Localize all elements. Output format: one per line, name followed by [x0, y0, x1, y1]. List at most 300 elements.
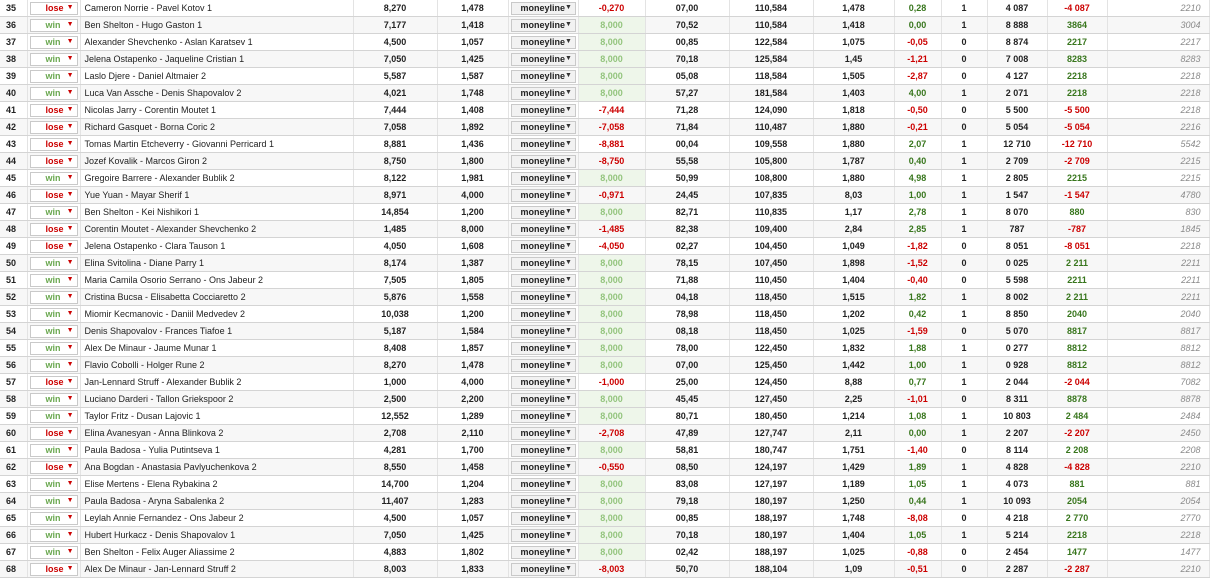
result-select[interactable] [30, 291, 78, 304]
net-value: 2 484 [1047, 408, 1107, 425]
caret-down-icon: ▼ [565, 310, 572, 317]
odds-value: 5,587 [353, 68, 437, 85]
net-value: -12 710 [1047, 136, 1107, 153]
result-cell [27, 527, 80, 544]
cumulative-value: 8817 [1107, 323, 1209, 340]
running-total-value: 127,197 [729, 476, 813, 493]
stake-value: 1,981 [437, 170, 508, 187]
table-row [0, 510, 1209, 527]
result-select[interactable] [30, 359, 78, 372]
bet-type-label: moneyline [520, 326, 566, 336]
cumulative-value: 2218 [1107, 68, 1209, 85]
result-cell [27, 272, 80, 289]
row-number: 59 [0, 408, 27, 425]
stake-value: 1,558 [437, 289, 508, 306]
row-number: 51 [0, 272, 27, 289]
cumulative-value: 2215 [1107, 170, 1209, 187]
closing-odds-value: 1,880 [813, 170, 894, 187]
table-row [0, 476, 1209, 493]
bet-type-select[interactable] [511, 240, 576, 253]
closing-odds-value: 1,898 [813, 255, 894, 272]
result-select[interactable] [30, 138, 78, 151]
table-row [0, 561, 1209, 578]
table-row [0, 170, 1209, 187]
caret-down-icon: ▼ [66, 21, 74, 28]
percentage-value: 04,18 [645, 289, 729, 306]
unit-flag: 0 [941, 34, 987, 51]
caret-down-icon: ▼ [565, 276, 572, 283]
unit-flag: 1 [941, 170, 987, 187]
result-cell [27, 102, 80, 119]
net-value: -787 [1047, 221, 1107, 238]
bet-type-select[interactable] [511, 19, 576, 32]
running-total-value: 110,450 [729, 272, 813, 289]
closing-odds-value: 1,17 [813, 204, 894, 221]
stake-value: 1,700 [437, 442, 508, 459]
match-name: Jan-Lennard Struff - Alexander Bublik 2 [80, 374, 353, 391]
caret-down-icon: ▼ [565, 55, 572, 62]
bet-type-select[interactable] [511, 308, 576, 321]
volume-value: 8 311 [987, 391, 1047, 408]
closing-odds-value: 1,049 [813, 238, 894, 255]
result-select[interactable] [30, 70, 78, 83]
result-cell [27, 408, 80, 425]
bet-type-cell [508, 510, 578, 527]
result-select[interactable] [30, 512, 78, 525]
unit-flag: 0 [941, 442, 987, 459]
unit-flag: 1 [941, 425, 987, 442]
closing-odds-value: 1,748 [813, 510, 894, 527]
running-total-value: 118,450 [729, 323, 813, 340]
bet-type-select[interactable] [511, 2, 576, 15]
caret-down-icon: ▼ [565, 38, 572, 45]
volume-value: 8 874 [987, 34, 1047, 51]
percentage-value: 70,18 [645, 527, 729, 544]
bet-type-cell [508, 17, 578, 34]
cumulative-value: 8812 [1107, 340, 1209, 357]
profit-loss-value: -1,000 [578, 374, 645, 391]
match-name: Ben Shelton - Hugo Gaston 1 [80, 17, 353, 34]
bet-type-cell [508, 85, 578, 102]
bet-type-select[interactable] [511, 172, 576, 185]
match-name: Ben Shelton - Kei Nishikori 1 [80, 204, 353, 221]
profit-loss-value: 8,000 [578, 51, 645, 68]
odds-value: 14,854 [353, 204, 437, 221]
unit-flag: 0 [941, 255, 987, 272]
cumulative-value: 1477 [1107, 544, 1209, 561]
result-select[interactable] [30, 461, 78, 474]
result-label: win [45, 360, 61, 370]
bet-type-select[interactable] [511, 512, 576, 525]
odds-value: 5,876 [353, 289, 437, 306]
net-value: -5 054 [1047, 119, 1107, 136]
result-select[interactable] [30, 325, 78, 338]
profit-loss-value: 8,000 [578, 357, 645, 374]
result-select[interactable] [30, 104, 78, 117]
unit-flag: 0 [941, 238, 987, 255]
net-value: -2 709 [1047, 153, 1107, 170]
running-total-value: 110,487 [729, 119, 813, 136]
net-value: 2054 [1047, 493, 1107, 510]
result-cell [27, 306, 80, 323]
bet-type-select[interactable] [511, 257, 576, 270]
bet-type-label: moneyline [520, 513, 566, 523]
profit-loss-value: 8,000 [578, 391, 645, 408]
bet-type-cell [508, 493, 578, 510]
volume-value: 5 598 [987, 272, 1047, 289]
stake-value: 1,748 [437, 85, 508, 102]
caret-down-icon: ▼ [66, 378, 74, 385]
stake-value: 1,436 [437, 136, 508, 153]
bet-type-select[interactable] [511, 444, 576, 457]
result-cell [27, 34, 80, 51]
bet-type-select[interactable] [511, 325, 576, 338]
percentage-value: 07,00 [645, 357, 729, 374]
result-cell [27, 221, 80, 238]
bet-type-cell [508, 527, 578, 544]
net-value: -4 828 [1047, 459, 1107, 476]
odds-value: 2,500 [353, 391, 437, 408]
bet-type-select[interactable] [511, 461, 576, 474]
volume-value: 8 002 [987, 289, 1047, 306]
volume-value: 2 071 [987, 85, 1047, 102]
unit-flag: 0 [941, 561, 987, 578]
percentage-value: 02,42 [645, 544, 729, 561]
running-total-value: 180,197 [729, 527, 813, 544]
row-number: 62 [0, 459, 27, 476]
net-value: 2040 [1047, 306, 1107, 323]
bet-type-select[interactable] [511, 342, 576, 355]
odds-value: 8,122 [353, 170, 437, 187]
odds-diff-value: 1,88 [894, 340, 941, 357]
odds-diff-value: 0,00 [894, 425, 941, 442]
result-select[interactable] [30, 240, 78, 253]
caret-down-icon: ▼ [565, 327, 572, 334]
result-cell [27, 425, 80, 442]
bet-type-cell [508, 34, 578, 51]
percentage-value: 24,45 [645, 187, 729, 204]
result-select[interactable] [30, 478, 78, 491]
table-row [0, 442, 1209, 459]
bet-type-label: moneyline [520, 139, 566, 149]
odds-diff-value: -0,50 [894, 102, 941, 119]
result-select[interactable] [30, 19, 78, 32]
bet-type-select[interactable] [511, 546, 576, 559]
caret-down-icon: ▼ [66, 4, 74, 11]
running-total-value: 127,747 [729, 425, 813, 442]
percentage-value: 71,88 [645, 272, 729, 289]
profit-loss-value: -7,058 [578, 119, 645, 136]
result-label: lose [45, 241, 64, 251]
caret-down-icon: ▼ [565, 497, 572, 504]
result-select[interactable] [30, 495, 78, 508]
closing-odds-value: 1,250 [813, 493, 894, 510]
percentage-value: 47,89 [645, 425, 729, 442]
table-row [0, 459, 1209, 476]
row-number: 52 [0, 289, 27, 306]
odds-value: 8,408 [353, 340, 437, 357]
result-select[interactable] [30, 155, 78, 168]
percentage-value: 80,71 [645, 408, 729, 425]
bet-type-select[interactable] [511, 223, 576, 236]
odds-diff-value: 0,40 [894, 153, 941, 170]
row-number: 66 [0, 527, 27, 544]
caret-down-icon: ▼ [66, 174, 74, 181]
odds-diff-value: -0,88 [894, 544, 941, 561]
caret-down-icon: ▼ [66, 361, 74, 368]
result-select[interactable] [30, 529, 78, 542]
running-total-value: 180,197 [729, 493, 813, 510]
odds-value: 7,050 [353, 527, 437, 544]
caret-down-icon: ▼ [565, 446, 572, 453]
net-value: 2 211 [1047, 255, 1107, 272]
volume-value: 4 218 [987, 510, 1047, 527]
match-name: Richard Gasquet - Borna Coric 2 [80, 119, 353, 136]
bet-type-select[interactable] [511, 70, 576, 83]
net-value: 2 208 [1047, 442, 1107, 459]
result-label: win [45, 394, 61, 404]
odds-value: 7,177 [353, 17, 437, 34]
bet-type-select[interactable] [511, 291, 576, 304]
profit-loss-value: 8,000 [578, 255, 645, 272]
cumulative-value: 3004 [1107, 17, 1209, 34]
odds-value: 8,550 [353, 459, 437, 476]
cumulative-value: 2040 [1107, 306, 1209, 323]
cumulative-value: 2208 [1107, 442, 1209, 459]
closing-odds-value: 1,478 [813, 0, 894, 17]
result-select[interactable] [30, 376, 78, 389]
bet-type-select[interactable] [511, 138, 576, 151]
cumulative-value: 2216 [1107, 119, 1209, 136]
caret-down-icon: ▼ [565, 89, 572, 96]
odds-diff-value: -0,40 [894, 272, 941, 289]
bet-type-select[interactable] [511, 495, 576, 508]
percentage-value: 00,04 [645, 136, 729, 153]
bet-type-select[interactable] [511, 393, 576, 406]
odds-value: 1,000 [353, 374, 437, 391]
caret-down-icon: ▼ [66, 565, 74, 572]
result-select[interactable] [30, 257, 78, 270]
profit-loss-value: 8,000 [578, 476, 645, 493]
result-select[interactable] [30, 410, 78, 423]
result-label: win [45, 258, 61, 268]
closing-odds-value: 1,214 [813, 408, 894, 425]
bet-type-select[interactable] [511, 359, 576, 372]
cumulative-value: 2450 [1107, 425, 1209, 442]
bet-type-select[interactable] [511, 121, 576, 134]
cumulative-value: 2211 [1107, 289, 1209, 306]
match-name: Alex De Minaur - Jaume Munar 1 [80, 340, 353, 357]
match-name: Ana Bogdan - Anastasia Pavlyuchenkova 2 [80, 459, 353, 476]
result-select[interactable] [30, 206, 78, 219]
match-name: Denis Shapovalov - Frances Tiafoe 1 [80, 323, 353, 340]
volume-value: 8 070 [987, 204, 1047, 221]
unit-flag: 1 [941, 0, 987, 17]
stake-value: 1,584 [437, 323, 508, 340]
caret-down-icon: ▼ [66, 191, 74, 198]
bet-type-select[interactable] [511, 427, 576, 440]
bet-type-select[interactable] [511, 274, 576, 287]
odds-diff-value: -0,51 [894, 561, 941, 578]
row-number: 35 [0, 0, 27, 17]
net-value: 2211 [1047, 272, 1107, 289]
percentage-value: 55,58 [645, 153, 729, 170]
bet-type-cell [508, 255, 578, 272]
bet-type-label: moneyline [520, 292, 566, 302]
match-name: Tomas Martin Etcheverry - Giovanni Perricard 1 [80, 136, 353, 153]
caret-down-icon: ▼ [66, 514, 74, 521]
result-select[interactable] [30, 87, 78, 100]
result-cell [27, 204, 80, 221]
table-row [0, 136, 1209, 153]
cumulative-value: 8812 [1107, 357, 1209, 374]
match-name: Paula Badosa - Aryna Sabalenka 2 [80, 493, 353, 510]
caret-down-icon: ▼ [565, 225, 572, 232]
closing-odds-value: 8,88 [813, 374, 894, 391]
match-name: Maria Camila Osorio Serrano - Ons Jabeur 2 [80, 272, 353, 289]
result-select[interactable] [30, 189, 78, 202]
cumulative-value: 8878 [1107, 391, 1209, 408]
table-row [0, 357, 1209, 374]
bet-type-select[interactable] [511, 478, 576, 491]
profit-loss-value: 8,000 [578, 323, 645, 340]
percentage-value: 00,85 [645, 34, 729, 51]
running-total-value: 110,584 [729, 0, 813, 17]
match-name: Yue Yuan - Mayar Sherif 1 [80, 187, 353, 204]
bet-type-select[interactable] [511, 155, 576, 168]
volume-value: 8 850 [987, 306, 1047, 323]
bet-type-select[interactable] [511, 104, 576, 117]
volume-value: 2 454 [987, 544, 1047, 561]
bet-type-label: moneyline [520, 530, 566, 540]
closing-odds-value: 8,03 [813, 187, 894, 204]
bet-type-select[interactable] [511, 53, 576, 66]
odds-diff-value: 1,00 [894, 187, 941, 204]
result-cell [27, 493, 80, 510]
volume-value: 4 127 [987, 68, 1047, 85]
table-row [0, 153, 1209, 170]
result-select[interactable] [30, 2, 78, 15]
bet-type-cell [508, 68, 578, 85]
match-name: Nicolas Jarry - Corentin Moutet 1 [80, 102, 353, 119]
result-select[interactable] [30, 172, 78, 185]
cumulative-value: 2218 [1107, 102, 1209, 119]
bet-type-label: moneyline [520, 462, 566, 472]
table-row [0, 85, 1209, 102]
unit-flag: 1 [941, 187, 987, 204]
result-select[interactable] [30, 342, 78, 355]
running-total-value: 104,450 [729, 238, 813, 255]
result-label: win [45, 411, 61, 421]
result-select[interactable] [30, 427, 78, 440]
volume-value: 5 214 [987, 527, 1047, 544]
result-select[interactable] [30, 546, 78, 559]
closing-odds-value: 1,515 [813, 289, 894, 306]
net-value: -1 547 [1047, 187, 1107, 204]
closing-odds-value: 1,404 [813, 527, 894, 544]
percentage-value: 58,81 [645, 442, 729, 459]
result-select[interactable] [30, 53, 78, 66]
result-select[interactable] [30, 36, 78, 49]
bet-type-cell [508, 289, 578, 306]
odds-diff-value: -0,21 [894, 119, 941, 136]
odds-diff-value: -1,40 [894, 442, 941, 459]
cumulative-value: 8283 [1107, 51, 1209, 68]
match-name: Jozef Kovalik - Marcos Giron 2 [80, 153, 353, 170]
bet-type-select[interactable] [511, 206, 576, 219]
bet-type-select[interactable] [511, 376, 576, 389]
odds-value: 4,500 [353, 510, 437, 527]
caret-down-icon: ▼ [66, 55, 74, 62]
bet-type-cell [508, 442, 578, 459]
net-value: 8878 [1047, 391, 1107, 408]
closing-odds-value: 1,880 [813, 136, 894, 153]
profit-loss-value: -1,485 [578, 221, 645, 238]
match-name: Laslo Djere - Daniel Altmaier 2 [80, 68, 353, 85]
row-number: 50 [0, 255, 27, 272]
row-number: 38 [0, 51, 27, 68]
bet-type-label: moneyline [520, 105, 566, 115]
match-name: Alex De Minaur - Jan-Lennard Struff 2 [80, 561, 353, 578]
volume-value: 5 070 [987, 323, 1047, 340]
result-select[interactable] [30, 121, 78, 134]
cumulative-value: 2215 [1107, 153, 1209, 170]
bet-type-select[interactable] [511, 410, 576, 423]
result-select[interactable] [30, 223, 78, 236]
odds-diff-value: 0,44 [894, 493, 941, 510]
match-name: Alexander Shevchenko - Aslan Karatsev 1 [80, 34, 353, 51]
closing-odds-value: 1,429 [813, 459, 894, 476]
net-value: 2 770 [1047, 510, 1107, 527]
bet-type-cell [508, 306, 578, 323]
result-cell [27, 459, 80, 476]
running-total-value: 180,747 [729, 442, 813, 459]
row-number: 68 [0, 561, 27, 578]
caret-down-icon: ▼ [66, 327, 74, 334]
result-select[interactable] [30, 308, 78, 321]
bet-type-select[interactable] [511, 87, 576, 100]
net-value: 3864 [1047, 17, 1107, 34]
running-total-value: 118,450 [729, 306, 813, 323]
caret-down-icon: ▼ [565, 293, 572, 300]
result-select[interactable] [30, 393, 78, 406]
result-label: win [45, 445, 61, 455]
match-name: Cristina Bucsa - Elisabetta Cocciaretto 2 [80, 289, 353, 306]
bet-type-select[interactable] [511, 529, 576, 542]
bet-type-cell [508, 153, 578, 170]
profit-loss-value: 8,000 [578, 510, 645, 527]
net-value: 8812 [1047, 340, 1107, 357]
match-name: Flavio Cobolli - Holger Rune 2 [80, 357, 353, 374]
volume-value: 2 207 [987, 425, 1047, 442]
result-select[interactable] [30, 563, 78, 576]
bet-type-select[interactable] [511, 36, 576, 49]
percentage-value: 82,71 [645, 204, 729, 221]
caret-down-icon: ▼ [66, 225, 74, 232]
result-label: win [45, 326, 61, 336]
unit-flag: 1 [941, 289, 987, 306]
odds-diff-value: 4,98 [894, 170, 941, 187]
stake-value: 1,458 [437, 459, 508, 476]
result-cell [27, 136, 80, 153]
bet-type-cell [508, 425, 578, 442]
bet-type-select[interactable] [511, 563, 576, 576]
result-select[interactable] [30, 274, 78, 287]
stake-value: 1,283 [437, 493, 508, 510]
closing-odds-value: 1,404 [813, 272, 894, 289]
result-select[interactable] [30, 444, 78, 457]
bet-type-select[interactable] [511, 189, 576, 202]
